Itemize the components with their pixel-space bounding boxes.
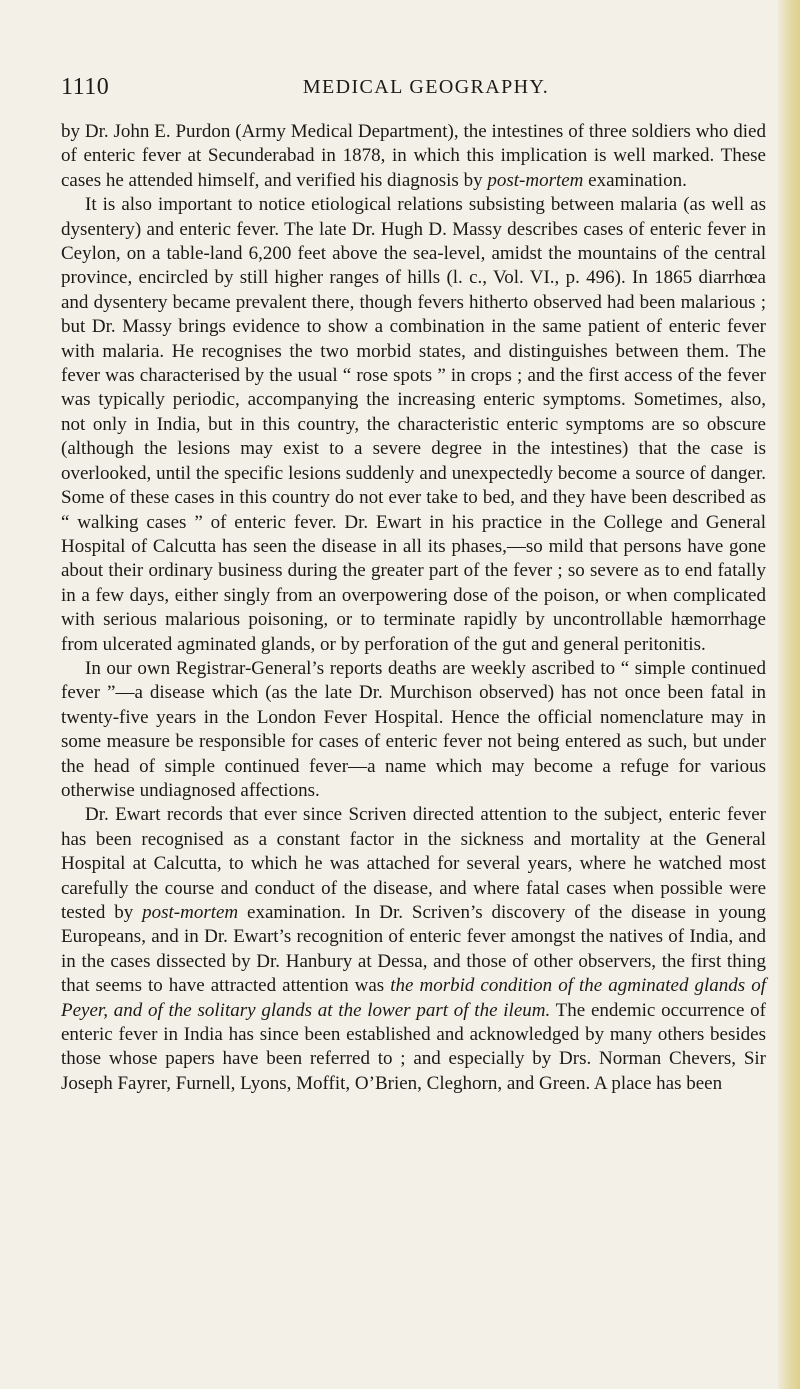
- paragraph-2-text-1: It is also important to notice etiological relations subsisting between malaria (as well as dysentery) and enteric fever. The late Dr. Hugh D. Massy describes cases of enteric fever in Ceylon, on a table-land 6,200 feet above the sea-level, amidst the mountains of the central province, encircled by still higher ranges of hills (l. c., Vol. VI., p. 496). In 1865 diarrhœa and dysentery became prevalent there, though fevers hitherto observed had been malarious ; but Dr. Massy brings evidence to show a combination in the same patient of enteric fever with malaria. He recognises the two morbid states, and distinguishes between them. The fever was characterised by the usual “ rose spots ” in crops ; and the first access of the fever was typically periodic, accompanying the increasing enteric symptoms. Sometimes, also, not only in India, but in this country, the characteristic enteric symptoms are so obscure (although the lesions may exist to a severe degree in the intestines) that the case is overlooked, until the specific lesions suddenly and unexpectedly become a source of danger. Some of these cases in this country do not ever take to bed, and they have been described as “ walking cases ” of enteric fever. Dr. Ewart in his practice in the College and General Hospital of Calcutta has seen the disease in all its phases,—so mild that persons have gone about their ordinary business during the greater part of the fever ; so severe as to end fatally in a few days, either singly from an overpowering dose of the poison, or when complicated with serious malarious poisoning, or to terminate rapidly by uncontrollable hæmorrhage from ulcerated agminated glands, or by perforation of the gut and general peritonitis.: [61, 194, 766, 655]
- paragraph-3-text-1: In our own Registrar-General’s reports deaths are weekly ascribed to “ simple continued fever ”—a disease which (as the late Dr. Murchison observed) has not once been fatal in twenty-five years in the London Fever Hospital. Hence the official nomenclature may in some measure be responsible for cases of enteric fever not being entered as such, but under the head of simple continued fever—a name which may become a refuge for various otherwise undiagnosed affections.: [61, 657, 766, 801]
- paragraph-1-italic-1: post-mortem: [487, 169, 584, 191]
- page-edge-shadow: [778, 0, 800, 1389]
- book-page: [61, 74, 766, 1096]
- paragraph-4: [61, 803, 766, 1096]
- paragraph-2: [61, 193, 766, 657]
- paragraph-4-italic-1: post-mortem: [142, 902, 239, 923]
- paragraph-4-text-1: Dr. Ewart records that ever since Scriven directed attention to the subject, enteric fever has been recognised as a constant factor in the sickness and mortality at the General Hospital at Calcutta, to which he was attached for several years, where he watched most carefully the course and conduct of the disease, and where fatal cases when possible were tested by: [61, 804, 766, 923]
- body-text: [61, 120, 766, 1096]
- paragraph-1: [61, 120, 766, 193]
- paragraph-4-text-2: examination. In Dr. Scriven’s discovery of the disease in young Europeans, and in Dr. Ewart’s recognition of enteric fever amongst the natives of India, and in the cases dissected by Dr. Hanbury at Dessa, and those of other observers, the first thing that seems to have attracted attention was: [61, 902, 766, 997]
- paragraph-4-italic-2: the morbid condition of the agminated glands of Peyer, and of the solitary glands at the lower part of the ileum.: [61, 975, 766, 1021]
- running-title: MEDICAL GEOGRAPHY.: [302, 76, 550, 98]
- page-number: 1110: [61, 74, 110, 100]
- paragraph-1-text-2: examination.: [583, 169, 687, 191]
- paragraph-1-text-1: by Dr. John E. Purdon (Army Medical Department), the intestines of three soldiers who died of enteric fever at Secunderabad in 1878, in which this implication is well marked. These cases he attended himself, and verified his diagnosis by: [61, 121, 766, 191]
- paragraph-4-text-3: The endemic occurrence of enteric fever in India has since been established and acknowledged by many others besides those whose papers have been referred to ; and especially by Drs. Norman Chevers, Sir Joseph Fayrer, Furnell, Lyons, Moffit, O’Brien, Cleghorn, and Green. A place has been: [61, 999, 767, 1094]
- running-head: [61, 74, 766, 106]
- paragraph-3: [61, 657, 766, 803]
